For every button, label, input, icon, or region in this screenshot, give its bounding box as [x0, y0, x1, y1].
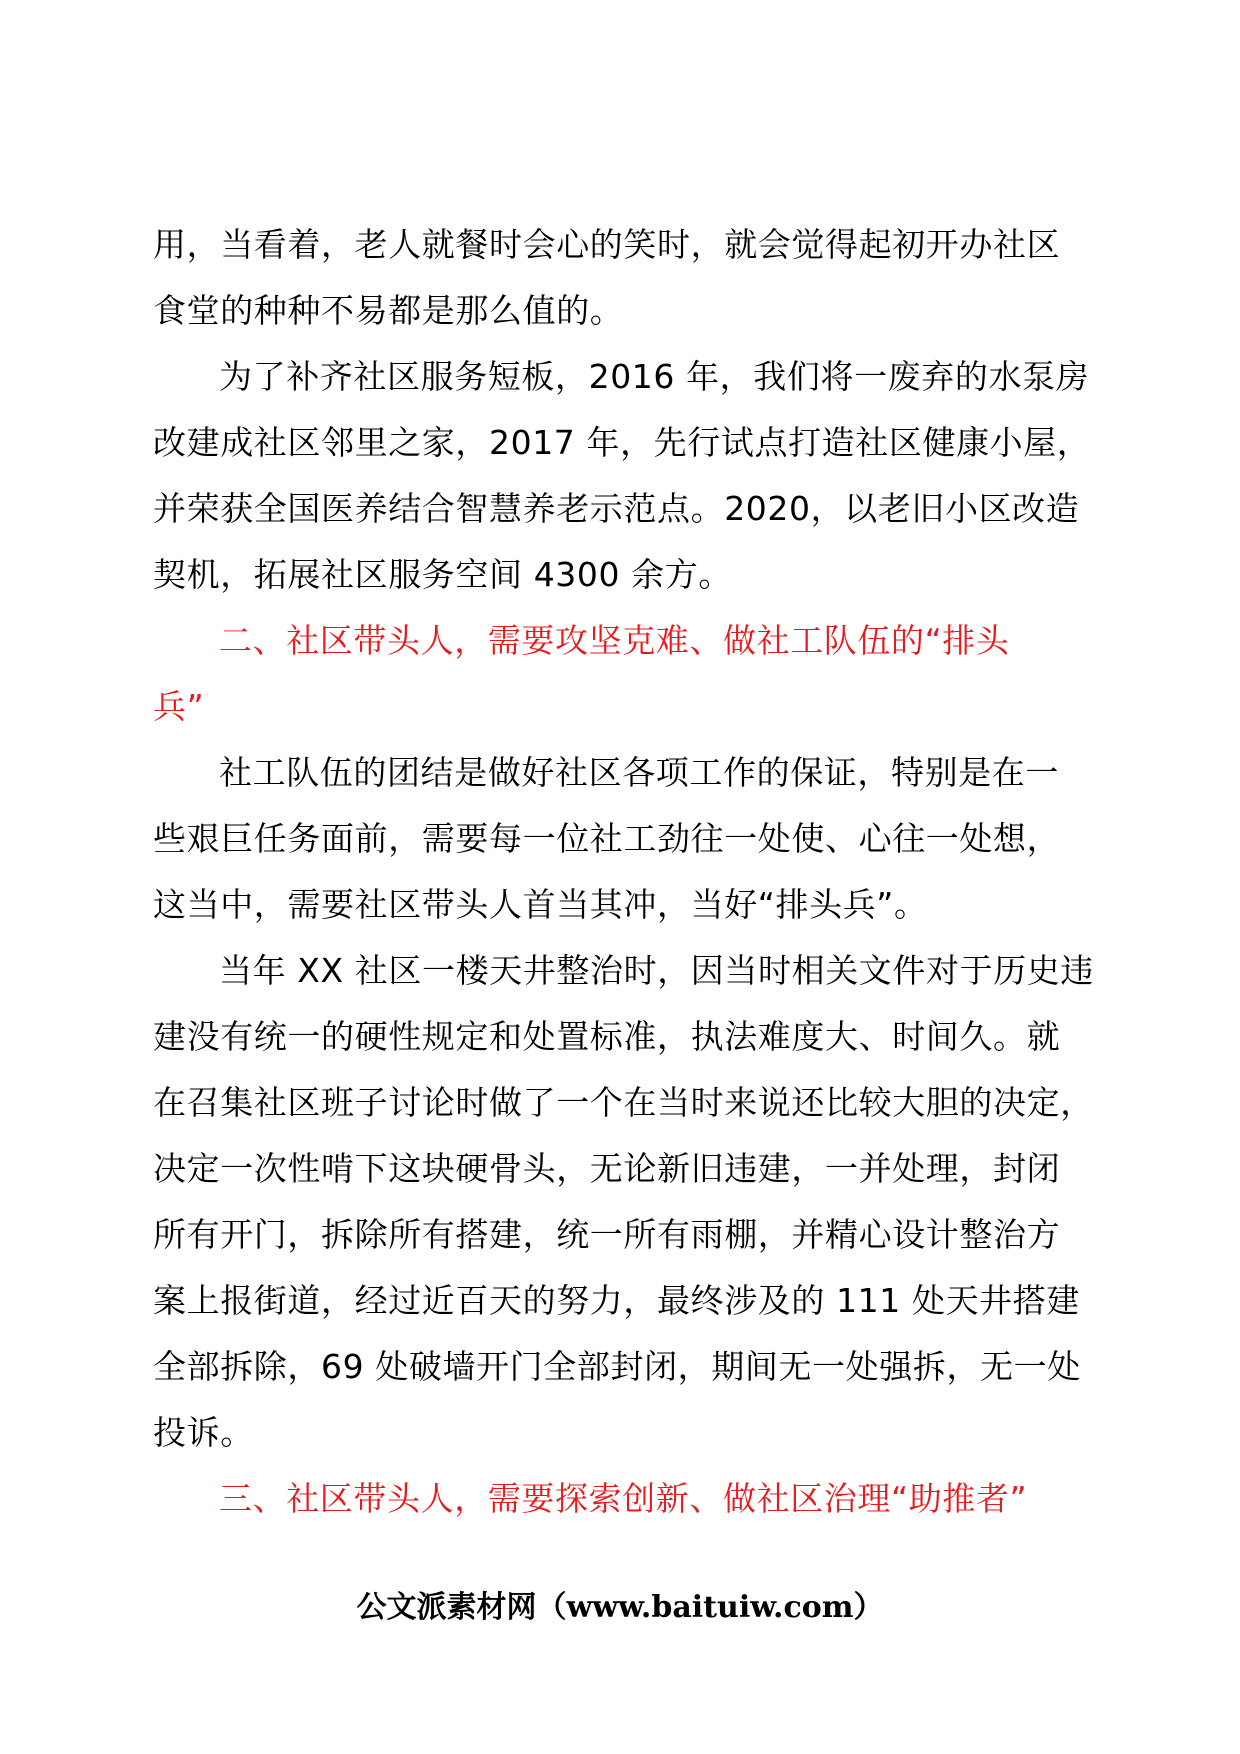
text-line: 改建成社区邻里之家，2017 年，先行试点打造社区健康小屋，	[153, 423, 1091, 462]
body-paragraph	[153, 212, 1088, 344]
text-line: 投诉。	[153, 1413, 254, 1452]
text-line: 社工队伍的团结是做好社区各项工作的保证，特别是在一	[219, 753, 1059, 792]
text-line: 二、社区带头人，需要攻坚克难、做社工队伍的“排头	[219, 621, 1010, 660]
text-line: 用，当看着，老人就餐时会心的笑时，就会觉得起初开办社区	[153, 225, 1061, 264]
text-line: 为了补齐社区服务短板，2016 年，我们将一废弃的水泵房	[219, 357, 1090, 396]
text-line: 案上报街道，经过近百天的努力，最终涉及的 111 处天井搭建	[153, 1281, 1080, 1320]
text-line: 食堂的种种不易都是那么值的。	[153, 291, 624, 330]
text-line: 全部拆除，69 处破墙开门全部封闭，期间无一处强拆，无一处	[153, 1347, 1081, 1386]
body-paragraph	[153, 938, 1094, 1466]
text-line: 这当中，需要社区带头人首当其冲，当好“排头兵”。	[153, 885, 928, 924]
body-paragraph	[153, 740, 1088, 938]
section-heading	[153, 608, 1088, 740]
text-line: 在召集社区班子讨论时做了一个在当时来说还比较大胆的决定，	[153, 1083, 1094, 1122]
section-heading	[153, 1466, 1088, 1532]
text-line: 契机，拓展社区服务空间 4300 余方。	[153, 555, 732, 594]
text-line: 兵”	[153, 687, 205, 726]
text-line: 建没有统一的硬性规定和处置标准，执法难度大、时间久。就	[153, 1017, 1061, 1056]
body-paragraph	[153, 344, 1091, 608]
text-line: 当年 XX 社区一楼天井整治时，因当时相关文件对于历史违	[219, 951, 1094, 990]
text-line: 决定一次性啃下这块硬骨头，无论新旧违建，一并处理，封闭	[153, 1149, 1061, 1188]
text-line: 所有开门，拆除所有搭建，统一所有雨棚，并精心设计整治方	[153, 1215, 1061, 1254]
footer-watermark: 公文派素材网（www.baituiw.com）	[356, 1590, 884, 1625]
document-body	[153, 212, 1094, 1532]
text-line: 并荣获全国医养结合智慧养老示范点。2020，以老旧小区改造	[153, 489, 1080, 528]
text-line: 些艰巨任务面前，需要每一位社工劲往一处使、心往一处想，	[153, 819, 1061, 858]
text-line: 三、社区带头人，需要探索创新、做社区治理“助推者”	[219, 1479, 1028, 1518]
